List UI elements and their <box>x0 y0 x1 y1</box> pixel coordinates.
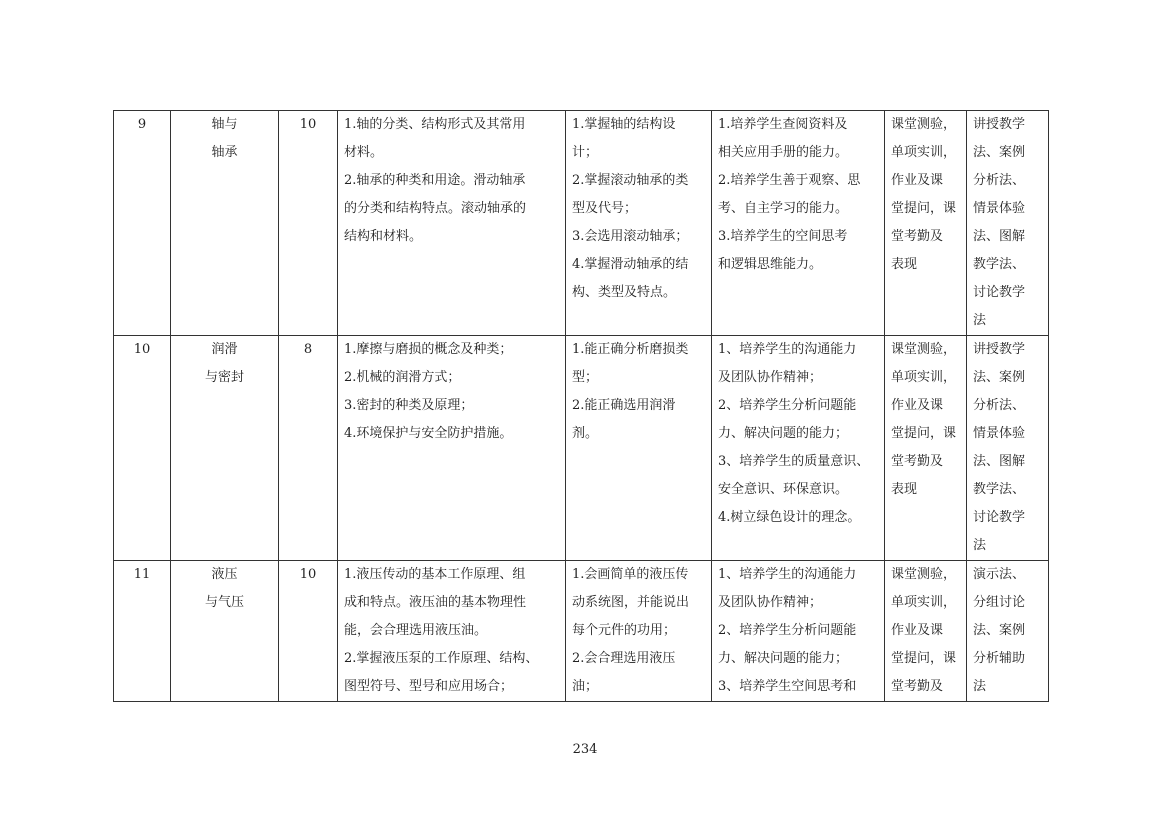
assessment-line: 堂提问，课 <box>891 201 957 216</box>
assessment-line: 表现 <box>891 257 918 272</box>
table-row <box>114 111 1049 336</box>
quality-line: 1、培养学生的沟通能力 <box>718 342 857 357</box>
assessment-line: 单项实训， <box>891 370 957 385</box>
methods-line: 情景体验 <box>973 426 1026 441</box>
table-row <box>114 336 1049 561</box>
quality-line: 及团队协作精神； <box>718 595 823 610</box>
page-number: 234 <box>572 742 598 757</box>
quality-line: 力、解决问题的能力； <box>718 426 849 441</box>
skills-line: 2.掌握滚动轴承的类 <box>572 173 689 188</box>
methods-line: 教学法、 <box>973 257 1026 272</box>
cell-hours: 10 <box>279 561 338 702</box>
methods-line: 讨论教学 <box>973 510 1026 525</box>
quality-line: 2、培养学生分析问题能 <box>718 398 857 413</box>
cell-hours: 8 <box>279 336 338 561</box>
quality-line: 考、自主学习的能力。 <box>718 201 849 216</box>
quality-line: 和逻辑思维能力。 <box>718 257 823 272</box>
quality-line: 1、培养学生的沟通能力 <box>718 567 857 582</box>
methods-line: 法、案例 <box>973 370 1026 385</box>
methods-line: 分析法、 <box>973 173 1026 188</box>
content-line: 1.轴的分类、结构形式及其常用 <box>344 117 526 132</box>
assessment-line: 堂考勤及 <box>891 454 944 469</box>
course-table <box>113 110 1049 702</box>
methods-line: 分组讨论 <box>973 595 1026 610</box>
cell-number: 11 <box>114 561 171 702</box>
methods-line: 法 <box>973 313 987 328</box>
quality-line: 3、培养学生的质量意识、 <box>718 454 870 469</box>
cell-quality <box>712 561 885 702</box>
quality-line: 3.培养学生的空间思考 <box>718 229 848 244</box>
methods-line: 法、图解 <box>973 454 1026 469</box>
cell-skills <box>566 336 712 561</box>
table-body <box>114 111 1049 702</box>
assessment-line: 堂考勤及 <box>891 679 944 694</box>
module-name-line: 轴与 <box>211 117 238 132</box>
methods-line: 情景体验 <box>973 201 1026 216</box>
cell-number: 10 <box>114 336 171 561</box>
cell-skills <box>566 111 712 336</box>
assessment-line: 课堂测验， <box>891 117 957 132</box>
methods-line: 法、图解 <box>973 229 1026 244</box>
content-line: 材料。 <box>344 145 384 160</box>
methods-line: 分析法、 <box>973 398 1026 413</box>
content-line: 2.掌握液压泵的工作原理、结构、 <box>344 651 539 666</box>
quality-line: 4.树立绿色设计的理念。 <box>718 510 861 525</box>
quality-line: 1.培养学生查阅资料及 <box>718 117 848 132</box>
quality-line: 力、解决问题的能力； <box>718 651 849 666</box>
cell-content <box>338 561 566 702</box>
skills-line: 1.会画简单的液压传 <box>572 567 689 582</box>
quality-line: 相关应用手册的能力。 <box>718 145 849 160</box>
cell-module-name <box>171 111 279 336</box>
assessment-line: 课堂测验， <box>891 567 957 582</box>
methods-line: 讲授教学 <box>973 342 1026 357</box>
content-line: 3.密封的种类及原理； <box>344 398 474 413</box>
cell-methods <box>967 336 1049 561</box>
skills-line: 4.掌握滑动轴承的结 <box>572 257 689 272</box>
cell-content <box>338 111 566 336</box>
assessment-line: 堂考勤及 <box>891 229 944 244</box>
skills-line: 型及代号； <box>572 201 638 216</box>
cell-quality <box>712 111 885 336</box>
cell-module-name <box>171 561 279 702</box>
cell-content <box>338 336 566 561</box>
assessment-line: 表现 <box>891 482 918 497</box>
skills-line: 1.掌握轴的结构设 <box>572 117 676 132</box>
cell-methods <box>967 561 1049 702</box>
methods-line: 分析辅助 <box>973 651 1026 666</box>
module-name-line: 液压 <box>211 567 238 582</box>
module-name-line: 与密封 <box>204 370 244 385</box>
skills-line: 每个元件的功用； <box>572 623 677 638</box>
cell-hours: 10 <box>279 111 338 336</box>
skills-line: 2.能正确选用润滑 <box>572 398 676 413</box>
methods-line: 讨论教学 <box>973 285 1026 300</box>
quality-line: 2.培养学生善于观察、思 <box>718 173 861 188</box>
skills-line: 计； <box>572 145 599 160</box>
cell-assessment <box>885 336 967 561</box>
skills-line: 构、类型及特点。 <box>572 285 677 300</box>
quality-line: 及团队协作精神； <box>718 370 823 385</box>
content-line: 1.摩擦与磨损的概念及种类； <box>344 342 513 357</box>
skills-line: 型； <box>572 370 599 385</box>
assessment-line: 课堂测验， <box>891 342 957 357</box>
content-line: 能，会合理选用液压油。 <box>344 623 488 638</box>
methods-line: 教学法、 <box>973 482 1026 497</box>
cell-skills <box>566 561 712 702</box>
cell-quality <box>712 336 885 561</box>
methods-line: 演示法、 <box>973 567 1026 582</box>
module-name-line: 与气压 <box>204 595 244 610</box>
methods-line: 法 <box>973 679 987 694</box>
assessment-line: 单项实训， <box>891 595 957 610</box>
methods-line: 法、案例 <box>973 145 1026 160</box>
content-line: 1.液压传动的基本工作原理、组 <box>344 567 526 582</box>
quality-line: 2、培养学生分析问题能 <box>718 623 857 638</box>
module-name-line: 润滑 <box>211 342 238 357</box>
skills-line: 剂。 <box>572 426 599 441</box>
skills-line: 2.会合理选用液压 <box>572 651 676 666</box>
cell-methods <box>967 111 1049 336</box>
content-line: 2.机械的润滑方式； <box>344 370 461 385</box>
cell-assessment <box>885 561 967 702</box>
content-line: 图型符号、型号和应用场合； <box>344 679 514 694</box>
table-row <box>114 561 1049 702</box>
quality-line: 安全意识、环保意识。 <box>718 482 849 497</box>
methods-line: 讲授教学 <box>973 117 1026 132</box>
assessment-line: 作业及课 <box>891 173 944 188</box>
assessment-line: 堂提问，课 <box>891 426 957 441</box>
content-line: 结构和材料。 <box>344 229 423 244</box>
skills-line: 3.会选用滚动轴承； <box>572 229 689 244</box>
assessment-line: 作业及课 <box>891 398 944 413</box>
content-line: 成和特点。液压油的基本物理性 <box>344 595 527 610</box>
assessment-line: 单项实训， <box>891 145 957 160</box>
cell-number: 9 <box>114 111 171 336</box>
skills-line: 1.能正确分析磨损类 <box>572 342 689 357</box>
skills-line: 动系统图，并能说出 <box>572 595 690 610</box>
quality-line: 3、培养学生空间思考和 <box>718 679 857 694</box>
assessment-line: 作业及课 <box>891 623 944 638</box>
cell-module-name <box>171 336 279 561</box>
skills-line: 油； <box>572 679 599 694</box>
assessment-line: 堂提问，课 <box>891 651 957 666</box>
module-name-line: 轴承 <box>211 145 238 160</box>
content-line: 的分类和结构特点。滚动轴承的 <box>344 201 527 216</box>
cell-assessment <box>885 111 967 336</box>
content-line: 4.环境保护与安全防护措施。 <box>344 426 513 441</box>
methods-line: 法 <box>973 538 987 553</box>
methods-line: 法、案例 <box>973 623 1026 638</box>
content-line: 2.轴承的种类和用途。滑动轴承 <box>344 173 526 188</box>
